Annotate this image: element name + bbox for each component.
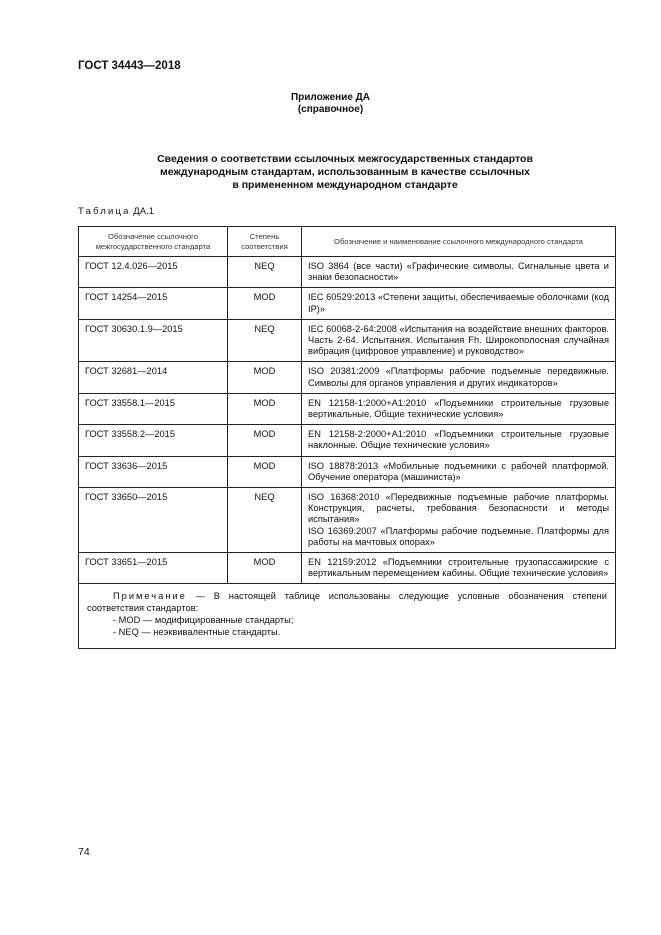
table-note-row (79, 584, 616, 649)
intl-standard-line: ISO 16368:2010 «Передвижные подъемные рабочие платформы. Конструкция, расчеты, требования безопасности и методы испытания» (308, 492, 609, 525)
note-item: - NEQ — неэквивалентные стандарты. (113, 627, 281, 638)
degree-cell: NEQ (228, 488, 302, 553)
gost-cell: ГОСТ 33558.2—2015 (79, 425, 228, 456)
gost-cell: ГОСТ 14254—2015 (79, 288, 228, 319)
table-row (79, 257, 616, 288)
gost-cell: ГОСТ 12.4.026—2015 (79, 257, 228, 288)
intl-standard-cell: EN 12159:2012 «Подъемники строительные грузопассажирские с вертикальным перемещением кабины. Общие технические условия» (302, 553, 616, 584)
table-caption (78, 206, 154, 217)
table-caption-prefix: Таблица (78, 206, 131, 217)
degree-cell: NEQ (228, 257, 302, 288)
appendix-title: Приложение ДА (290, 92, 371, 103)
gost-cell: ГОСТ 33636—2015 (79, 456, 228, 487)
section-title-line: в примененном международном стандарте (232, 179, 458, 191)
section-title-line: международным стандартам, использованным в качестве ссылочных (159, 166, 530, 178)
intl-standard-cell: EN 12158-2:2000+A1:2010 «Подъемники строительные грузовые наклонные. Общие технические условия» (302, 425, 616, 456)
degree-cell: MOD (228, 362, 302, 393)
table-note (79, 584, 616, 649)
correspondence-table (78, 226, 616, 649)
intl-standard-cell: ISO 20381:2009 «Платформы рабочие подъемные передвижные. Символы для органов управления и других индикаторов» (302, 362, 616, 393)
gost-cell: ГОСТ 30630.1.9—2015 (79, 319, 228, 362)
table-row (79, 288, 616, 319)
section-title-line: Сведения о соответствии ссылочных межгосударственных стандартов (157, 153, 533, 165)
gost-cell: ГОСТ 33651—2015 (79, 553, 228, 584)
intl-standard-cell: IEC 60529:2013 «Степени защиты, обеспечиваемые оболочками (код IP)» (302, 288, 616, 319)
intl-standard-line: ISO 16369:2007 «Платформы рабочие подъемные. Платформы для работы на мачтовых опорах» (308, 525, 609, 547)
appendix-heading (0, 92, 661, 116)
degree-cell: MOD (228, 288, 302, 319)
degree-cell: MOD (228, 425, 302, 456)
degree-cell: NEQ (228, 319, 302, 362)
intl-standard-cell: ISO 18878:2013 «Мобильные подъемники с рабочей платформой. Обучение оператора (машиниста)» (302, 456, 616, 487)
table-row (79, 553, 616, 584)
gost-cell: ГОСТ 33650—2015 (79, 488, 228, 553)
degree-cell: MOD (228, 553, 302, 584)
intl-standard-cell: ISO 3864 (все части) «Графические символы. Сигнальные цвета и знаки безопасности» (302, 257, 616, 288)
column-header-gost: Обозначение ссылочного межгосударственного стандарта (79, 227, 228, 257)
table-header-row (79, 227, 616, 257)
column-header-intl: Обозначение и наименование ссылочного международного стандарта (302, 227, 616, 257)
gost-cell: ГОСТ 32681—2014 (79, 362, 228, 393)
intl-standard-cell: IEC 60068-2-64:2008 «Испытания на воздействие внешних факторов. Часть 2-64. Испытания. Испытания Fh. Широкополосная случайная вибрация (цифровое управление) и руководство» (302, 319, 616, 362)
document-id: ГОСТ 34443—2018 (78, 60, 181, 72)
degree-cell: MOD (228, 456, 302, 487)
table-row (79, 319, 616, 362)
page-number: 74 (78, 846, 90, 858)
gost-cell: ГОСТ 33558.1—2015 (79, 393, 228, 424)
table-caption-number: ДА.1 (133, 206, 154, 217)
intl-standard-cell (302, 488, 616, 553)
appendix-subtitle: (справочное) (297, 104, 364, 115)
table-row (79, 362, 616, 393)
section-title (110, 153, 580, 192)
table-row (79, 488, 616, 553)
intl-standard-cell: EN 12158-1:2000+A1:2010 «Подъемники строительные грузовые вертикальные. Общие технические условия» (302, 393, 616, 424)
note-item: - MOD — модифицированные стандарты; (113, 615, 294, 626)
table-row (79, 393, 616, 424)
table-row (79, 456, 616, 487)
note-text: — В настоящей таблице использованы следующие условные обозначения степени соответствия стандартов: (87, 591, 607, 614)
note-label: Примечание (113, 591, 187, 602)
table-row (79, 425, 616, 456)
degree-cell: MOD (228, 393, 302, 424)
column-header-degree: Степень соответствия (228, 227, 302, 257)
